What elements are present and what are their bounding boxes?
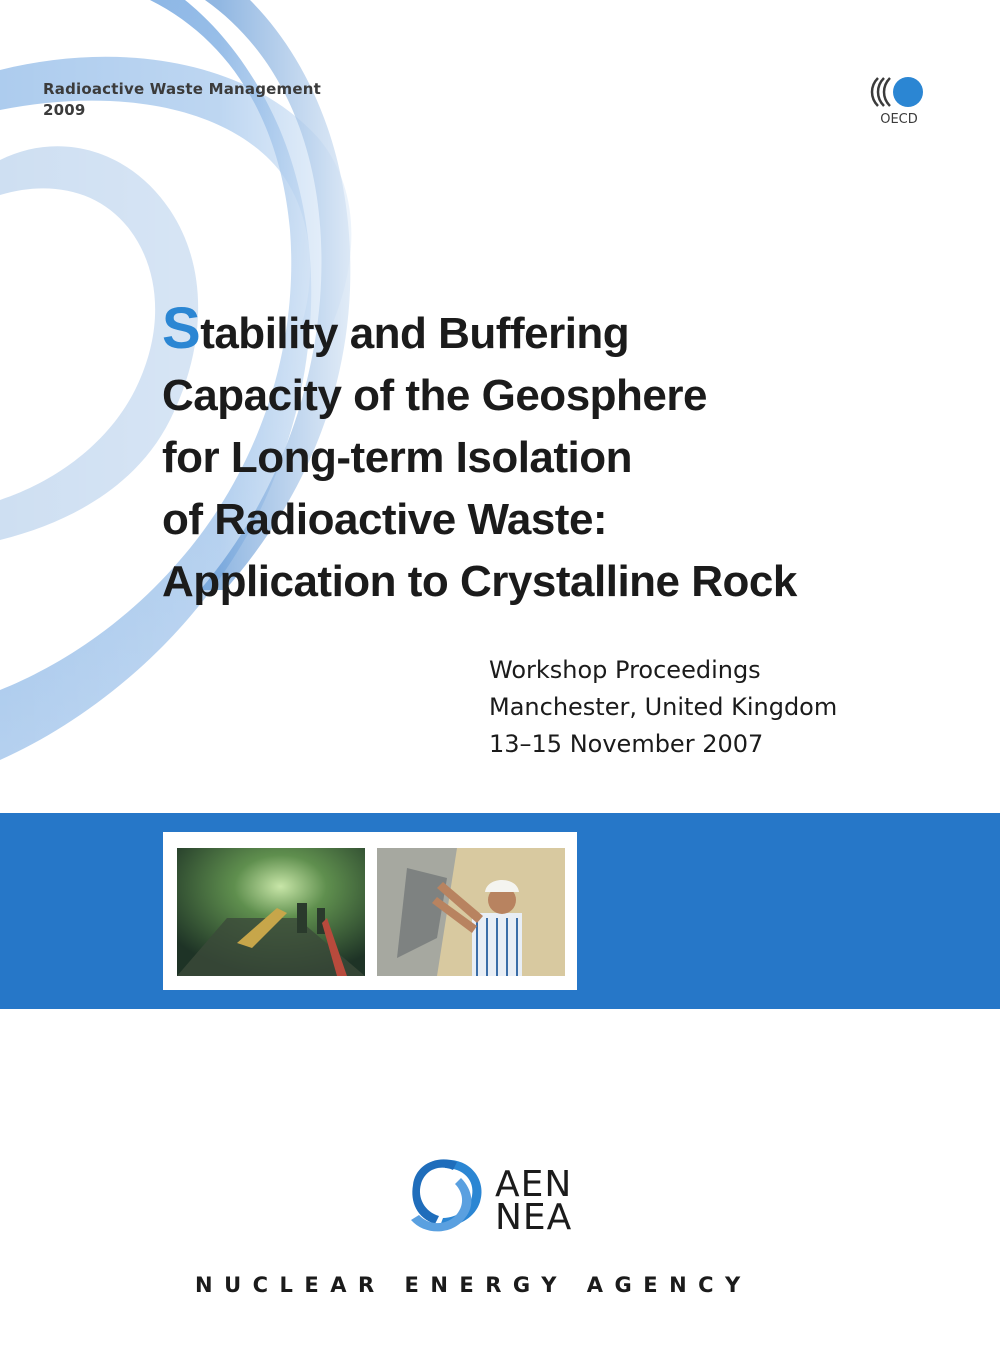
series-info [43, 79, 321, 121]
title-line-5: Application to Crystalline Rock [162, 557, 797, 606]
agency-name: NUCLEAR ENERGY AGENCY [195, 1273, 752, 1297]
title-line-1-text: tability and Buffering [200, 309, 630, 358]
title-line-1 [162, 298, 797, 365]
series-name: Radioactive Waste Management [43, 80, 321, 98]
subtitle-line-2: Manchester, United Kingdom [489, 693, 838, 721]
publication-year: 2009 [43, 101, 86, 119]
nea-logo-line-2: NEA [495, 1197, 573, 1238]
subtitle-line-3: 13–15 November 2007 [489, 730, 764, 758]
nea-logo-text [495, 1164, 573, 1238]
nea-swirl-logo-icon [395, 1150, 495, 1240]
workshop-info [489, 652, 837, 763]
oecd-logo-icon [868, 72, 930, 126]
photo-strip [163, 832, 577, 990]
title-line-2: Capacity of the Geosphere [162, 371, 707, 420]
title-line-3: for Long-term Isolation [162, 433, 633, 482]
subtitle-line-1: Workshop Proceedings [489, 656, 761, 684]
title-line-4: of Radioactive Waste: [162, 495, 608, 544]
book-title [162, 298, 797, 613]
title-initial: S [162, 296, 201, 361]
nea-logo-line-1: AEN [495, 1164, 573, 1205]
geologist-photo [377, 848, 565, 976]
oecd-logo-text: OECD [880, 112, 918, 126]
tunnel-photo [177, 848, 365, 976]
